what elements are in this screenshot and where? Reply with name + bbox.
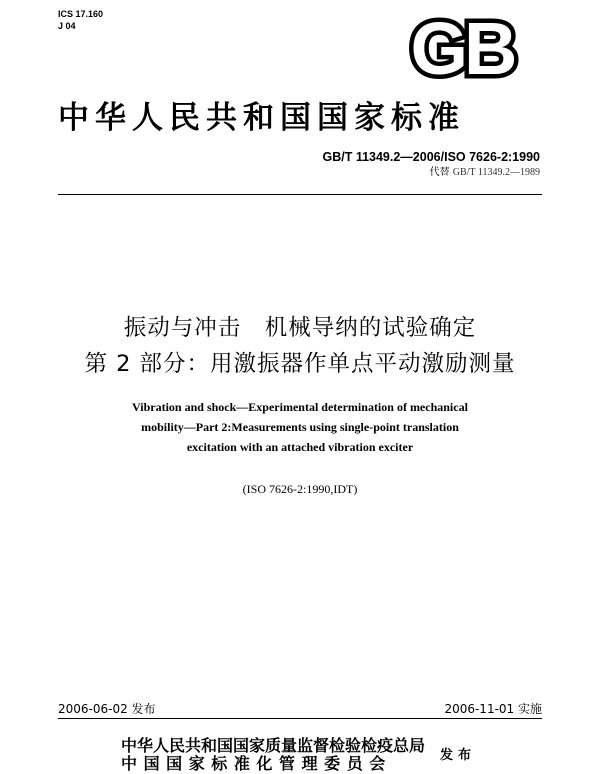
replaces-number: GB/T 11349.2—1989 xyxy=(452,167,540,178)
ccs-code: J 04 xyxy=(58,21,76,31)
publish-date: 2006-06-02 发布 xyxy=(58,702,156,716)
national-standard-title: 中华人民共和国国家标准 xyxy=(58,100,465,136)
title-en-line3: excitation with an attached vibration exciter xyxy=(186,440,414,454)
replaces-label: 代替 xyxy=(429,167,450,178)
standard-number: GB/T 11349.2—2006/ISO 7626-2:1990 xyxy=(322,150,540,164)
title-en-line2: mobility—Part 2:Measurements using single-point translation xyxy=(141,420,459,434)
classification-codes xyxy=(58,8,103,32)
gb-logo-text: GB xyxy=(410,14,514,82)
implement-date: 2006-11-01 实施 xyxy=(444,702,542,716)
issue-label: 发布 xyxy=(440,748,477,763)
title-en-line1: Vibration and shock—Experimental determination of mechanical xyxy=(132,400,468,414)
header-divider xyxy=(58,194,542,195)
gb-logo xyxy=(397,14,527,82)
issuer-sac: 中 国 国 家 标 准 化 管 理 委 员 会 xyxy=(121,754,386,773)
iso-reference: (ISO 7626-2:1990,IDT) xyxy=(242,482,358,496)
footer-divider xyxy=(58,718,542,719)
title-cn-line2: 第 2 部分：用激振器作单点平动激励测量 xyxy=(84,351,516,377)
replaces-line xyxy=(430,163,540,178)
title-cn-line1: 振动与冲击 机械导纳的试验确定 xyxy=(123,315,477,341)
issuer-aqsiq: 中华人民共和国国家质量监督检验检疫总局 xyxy=(121,736,426,755)
ics-code: ICS 17.160 xyxy=(58,9,104,19)
